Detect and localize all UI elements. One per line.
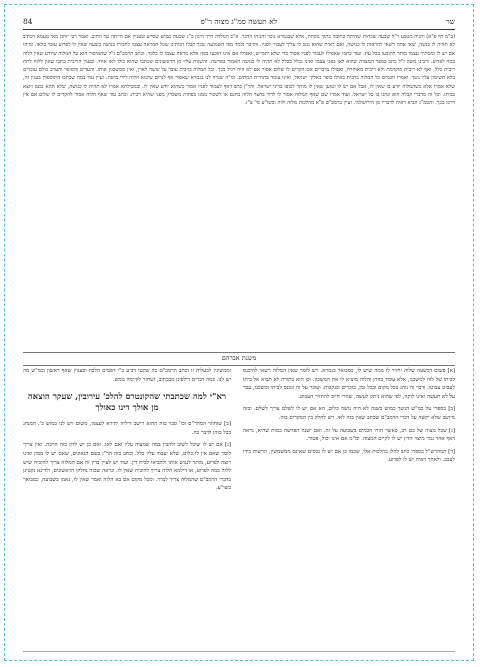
- right-paragraph: [א] פשוט דבשעה שלוה יחזיר לו ממה שיש לו, כמבואר בגמרא. ויש לומר שאין המלוה רשאי להיכנס לביתו של לוה למשכנו, אלא עומד בחוץ והלוה מוציא לו את המשכון. וכן הוא בתורה לא תבוא אל ביתו לעבוט עבוטו. ודבר זה נוהג בכל מקום ובכל זמן, בזכרים ובנקבות. ועובר על זה ונכנס לביתו ומשכנו, עבר על לא תעשה ואינו לוקה, לפי שהוא ניתק לעשה, שהרי חייב להחזיר העבוט.: [243, 368, 455, 400]
- right-column: [243, 367, 455, 642]
- header-right: שר: [446, 17, 455, 26]
- page-number: 84: [23, 17, 33, 26]
- footer-divider: [23, 651, 455, 652]
- right-paragraph: [ג] שכל מצוה של כם רב, כאשר הורו חכמים בשבועה על זה. ואם ישנה הפרשה כמות שהיא, נראה דאף אחר גמר מיצוי הדין יש לו לקיים המצוה. ומ"מ אם אינו יכול, פטור.: [243, 427, 455, 443]
- section-title: משנת אברהם: [23, 352, 455, 366]
- left-paragraph: [ג] אם יש לו שוכל לשוב ולהבין במה שמצוה עליו ואם לאו. ואם כן יש לדון בזה הרבה. ואין צריך לומר שאם אין לו כלום, שלא יעבור עליו כלל. וכתב בזה הר"ן בשם הגאונים, שאם יש לו ממון ואינו רוצה לפרוע, מותר לנגוש אותו ולהביאו לבית דין. ועוד יש לעיין בדין זה אם המלוה צריך להוכיח שיש ללוה במה לפרוע, או דילמא הלוה צריך להוכיח שאין לו. ונראה שבזה נחלקו הראשונים, ולדינא נקטינן כדברי הרמב"ם שהמלוה צריך לברר. ומכל מקום אם בא הלוה ואמר שאין לו, נאמן בשבועה, כמבואר בשו"ע.: [23, 442, 231, 492]
- left-paragraph: [ב] שוחוזר המהר"ם וכו' סבר בזה ההוא ויישב דיליה יתירא לעצמו, משום ויש לנו כמוש כ'. המנהג בכל כוהן לדבר בה.: [23, 421, 231, 436]
- header-title: לא תעשה סמ"ג מצוה ר"פ: [200, 17, 278, 26]
- question-heading: רא"י למה שכתבתי שהקונטרס להלכ' עירובין, שעקר הוצאה מן אולך דינו כאולך: [27, 392, 227, 414]
- right-paragraph: [ב] בספרי על כמ"ש הנשך כמוש בשנה לא היה נושה כלום, הא אם יש לו לשלם צריך לשלם. ובזה מיושב שלא יקשה על דברי הרמב"ם שכתב שאין בזה לאו. ויש לחלק בין המקרים בזה.: [243, 406, 455, 421]
- main-commentary: (ב"מ דף פ"א) והגיה מטבע ר"ל שבעה שכחות שהיתה כתובה בתוך נוסחת, אלא שבגמרא נזכר והגיהו הדבר. א"כ הגולדה דרך היגון כ"ג שכעת כמוש שסייע ובעניין אם הייתה נגד החוב. ואמר רבי יוחנן מאי טעמא דכתיב לא תהיה לו כנשה, שאי אתה רשאי להראות לו כנושה, ואם ראית שהוא נגש לו עליך לעבור לפניו. והדבר נלמד מפי השמועה שכך קבלו רבותינו שכל המראה עצמו לחבירו כנושה בשעה שאין לו לפרוע עובר בלאו. ומיהו אם יש לו ומסתיר עצמו מותר לתובעו בכל עת. ועוד כתבו שאפילו לעבור לפניו אסור כדי שלא יתבייש, ואפילו אם אינו תובעו בפה אלא מראה עצמו לו בלבד. וכתב הרמב"ם ז"ל שהאיסור הוא על המלוה שיודע שאין ללוה במה לפרוע. ורבינו משה ז"ל כתב בספר המצוות שהוא לאו בפני עצמו ואינו נכלל בכלל לא תהיה לו כנושה האמור בפרשה. והשגות עליו מן הראשונים שכתבו שהוא כולו לאו אחד. ובענין הריבית כתבו שאין ללוה לתת ריבית כלל, ואף לא ריבית מוקדמת ולא ריבית מאוחרת, ואפילו בדברים אם הקדים לו שלום אסור אם לא היה רגיל בכך. וכל המלוה ברבית עובר על ששה לאוין, ואין ממשכנין אותו. והעדים והסופר והערב כולם עוברים בלא תשימון עליו נשך. ואמרו חכמים כל המלוה ברבית כאילו כופר באלקי ישראל, ואינו עומד בתחיית המתים. ומ"ה שנויה לנו בגמרא שאסור אף לגרום שיבוא הלוה לידי בושת. ועיין עוד במה שכתבו התוספות בענין זה, שלא אמרו אלא כשהמלוה יודע בו שאין לו, אבל אם יש לו וטוען שאין לו מותר לכופו בדיני ישראל. והר"ן כתב דאף לעמוד לפניו אסור כשהוא יודע שאין לו. ובמכילתא אמרו לא תהיה לו כנושה, שלא תהא נכנס ויוצא בביתו. וכל זה מדברי קבלה הוא ונהגו בו כל ישראל. ועוד אמרו שם שאף המלוה אסור לו לדור בחצר הלוה בחנם או לשכור ממנו בפחות משכרו, מפני שהיא רבית. וכתב עוד שאף הלוה אסור להקדים לו שלום אם אין דרכו בכך. והסמ"ג הביא ראיה לדבריו מן הירושלמי. ועיין ברמב"ם פ"א מהלכות מלוה ולוה ובשו"ע סי' צ"ז.: [23, 34, 455, 107]
- left-paragraph: וממשיגין לבעלות זו וכתב הרמב"ם כה שקטו דביע ב"י דפמים הלכה ובעגוין שאף ראשון וכמ"ש מה יש לנו. כמה דברים דילפינן מבכתוב, ושחזר לקיימה ממש.: [23, 368, 231, 383]
- document-page: [4, 4, 474, 661]
- right-paragraph: [ד] המהרש"ל בספרו כתב להלן בהלכות אלו, שכמו כן אם יש לו נכסים שאינם ממשמשין, הרשות בידו לעכב. ולאחר ראיה יש לו לפרוע.: [243, 448, 455, 464]
- left-column: [23, 367, 231, 642]
- page-header: [23, 15, 455, 30]
